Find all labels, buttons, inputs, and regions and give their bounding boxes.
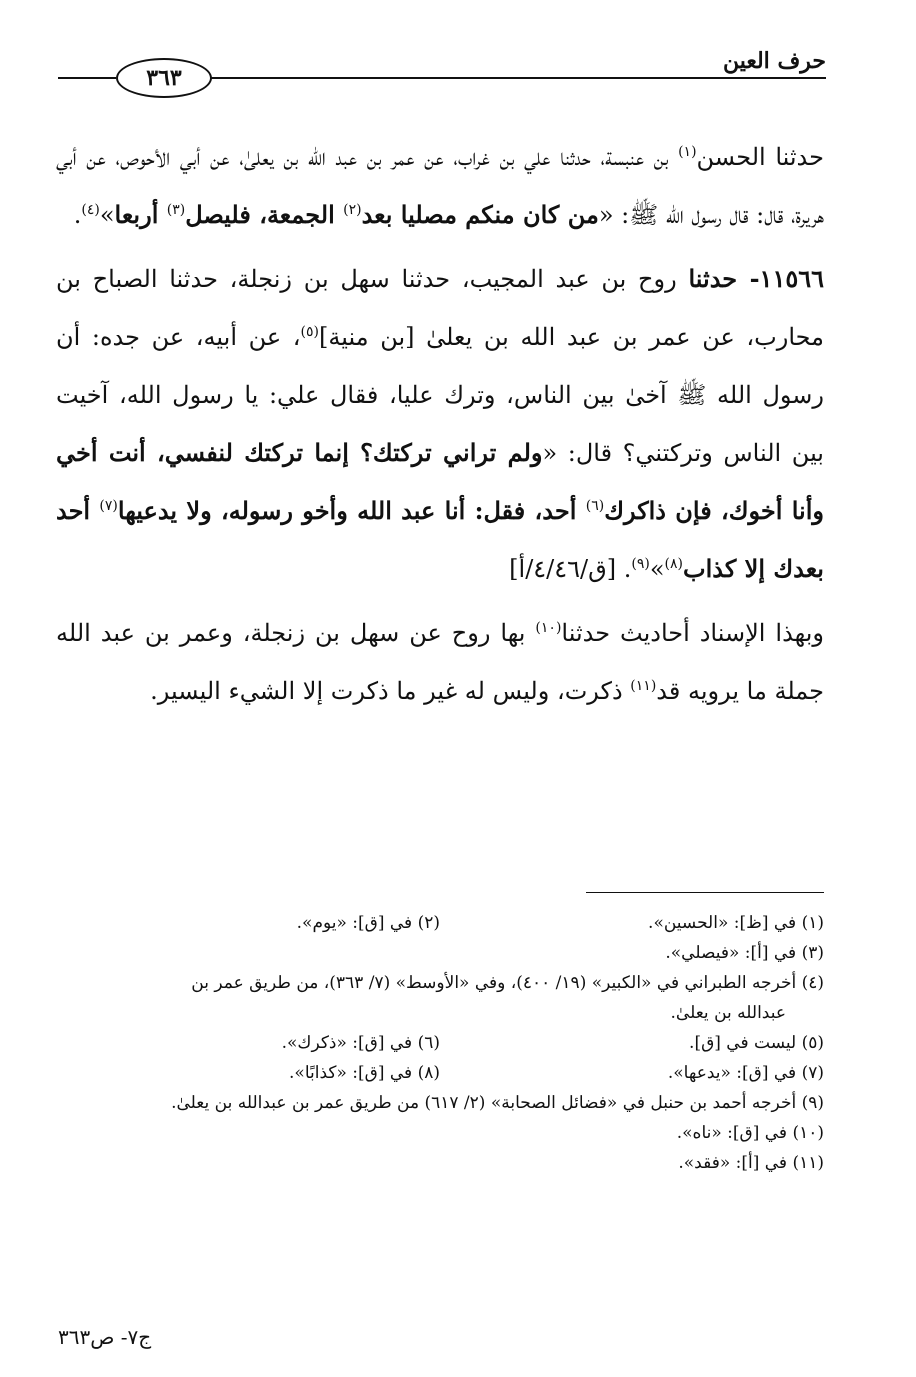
footnote-row bbox=[56, 908, 824, 938]
chapter-title: حرف العين bbox=[722, 48, 826, 74]
footnote-4-continued: عبدالله بن يعلىٰ. bbox=[670, 1003, 786, 1023]
footnote-ref-6: (٦) bbox=[585, 498, 605, 514]
footnote-ref-7: (٧) bbox=[99, 498, 118, 514]
header-rule bbox=[208, 77, 826, 79]
text: ذكرت، وليس له غير ما ذكرت إلا الشيء اليسير. bbox=[150, 677, 631, 705]
narration-start: حدثنا bbox=[688, 264, 738, 293]
footnote-row bbox=[56, 1028, 824, 1058]
footnote-6: (٦) في [ق]: «ذكرك». bbox=[281, 1033, 440, 1053]
footnotes bbox=[56, 908, 824, 1178]
text: حدثنا الحسن bbox=[696, 143, 824, 171]
paragraph-3 bbox=[56, 604, 824, 720]
text: . bbox=[73, 201, 82, 229]
header-rule-left bbox=[58, 77, 116, 79]
page-header bbox=[58, 40, 826, 100]
hadith-text: الجمعة، فليصل bbox=[185, 200, 344, 229]
hadith-text: ولم تراني تركتك؟ إنما تركتك لنفسي، أنت أخي وأنا أخوك، فإن ذاكرك bbox=[56, 438, 824, 525]
footnote-ref-3: (٣) bbox=[166, 202, 186, 218]
paragraph-1 bbox=[56, 128, 824, 244]
footnote-ref-8: (٨) bbox=[664, 556, 683, 572]
hadith-text: أربعا bbox=[114, 200, 167, 229]
footnote-10: (١٠) في [ق]: «ناه». bbox=[676, 1123, 824, 1143]
text: » bbox=[99, 201, 115, 229]
footnote-ref-2: (٢) bbox=[343, 202, 362, 218]
footnote-8: (٨) في [ق]: «كذابًا». bbox=[289, 1063, 440, 1083]
footnote-11: (١١) في [أ]: «فقد». bbox=[678, 1153, 824, 1173]
text: روح بن عبد المجيب، حدثنا سهل بن زنجلة، حدثنا الصباح بن محارب، عن عمر بن عبد الله بن يعلىٰ [بن منية] bbox=[56, 265, 825, 351]
footnote-3: (٣) في [أ]: «فيصلي». bbox=[665, 943, 824, 963]
text: بن عنبسة، حدثنا علي بن غراب، عن عمر بن عبد الله بن يعلىٰ، عن أبي الأحوص، عن أبي هريرة، قال: قال رسول الله ﷺ: « bbox=[56, 143, 824, 229]
volume-page-signature: ج٧- ص٣٦٣ bbox=[58, 1325, 152, 1349]
footnote-separator bbox=[586, 892, 824, 893]
footnote-ref-1: (١) bbox=[678, 144, 697, 160]
footnote-1: (١) في [ظ]: «الحسين». bbox=[648, 913, 824, 933]
footnote-row bbox=[56, 1058, 824, 1088]
paragraph-2 bbox=[56, 250, 824, 598]
footnote-2: (٢) في [ق]: «يوم». bbox=[296, 913, 440, 933]
footnote-4: (٤) أخرجه الطبراني في «الكبير» (١٩/ ٤٠٠)، وفي «الأوسط» (٧/ ٣٦٣)، من طريق عمر بن bbox=[191, 973, 824, 993]
text: وبهذا الإسناد أحاديث حدثنا bbox=[561, 619, 824, 647]
hadith-text: أحد بعدك إلا كذاب bbox=[56, 496, 824, 583]
footnote-ref-5: (٥) bbox=[300, 324, 320, 340]
footnote-ref-11: (١١) bbox=[630, 678, 657, 694]
text: بها روح عن سهل بن زنجلة، وعمر بن عبد الله جملة ما يرويه قد bbox=[56, 619, 824, 705]
footnote-9: (٩) أخرجه أحمد بن حنبل في «فضائل الصحابة» (٢/ ٦١٧) من طريق عمر بن عبدالله بن يعلىٰ. bbox=[171, 1093, 824, 1113]
footnote-7: (٧) في [ق]: «يدعها». bbox=[667, 1063, 824, 1083]
hadith-number: ١١٥٦٦- bbox=[737, 264, 824, 293]
text: . [ق/٤/٤٦/أ] bbox=[509, 555, 632, 583]
main-text bbox=[56, 128, 824, 720]
page-number: ٣٦٣ bbox=[116, 58, 212, 98]
text: ، عن أبيه، عن جده: أن رسول الله ﷺ آخىٰ بين الناس، وترك عليا، فقال علي: يا رسول الله، آخيت بين الناس وتركتني؟ قال: « bbox=[56, 323, 824, 467]
hadith-text: أحد، فقل: أنا عبد الله وأخو رسوله، ولا يدعيها bbox=[117, 496, 586, 525]
footnote-ref-9: (٩) bbox=[631, 556, 650, 572]
footnote-ref-10: (١٠) bbox=[535, 620, 562, 636]
text: » bbox=[649, 555, 665, 583]
hadith-text: من كان منكم مصليا بعد bbox=[361, 200, 599, 229]
footnote-5: (٥) ليست في [ق]. bbox=[689, 1033, 824, 1053]
footnote-ref-4: (٤) bbox=[81, 202, 100, 218]
